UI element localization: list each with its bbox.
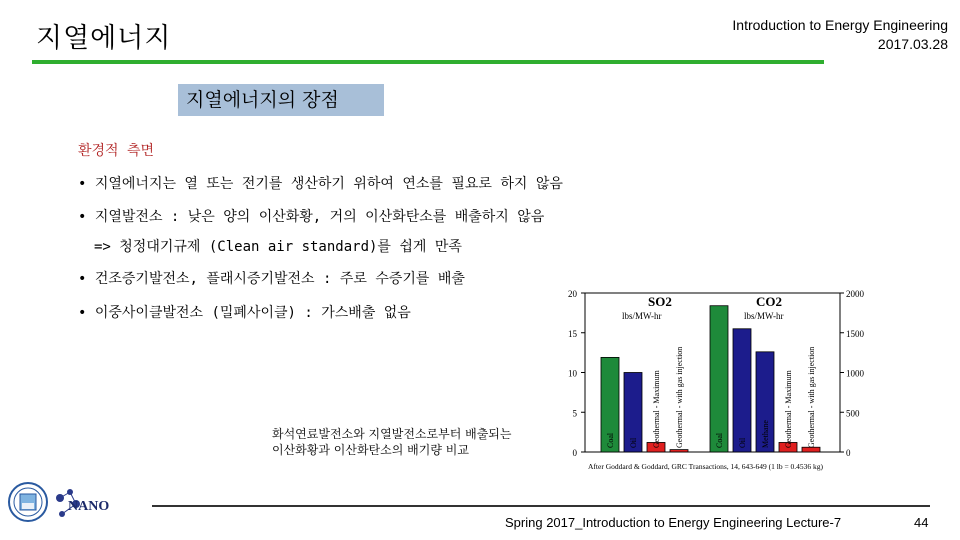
chart-source: After Goddard & Goddard, GRC Transactions, 14, 643-649 (1 lb = 0.4536 kg) (588, 462, 824, 471)
svg-text:NANO: NANO (68, 499, 110, 514)
footer-divider (152, 505, 930, 507)
co2-bar-label: Geothermal - Maximum (784, 370, 793, 448)
course-info (732, 16, 948, 54)
so2-bar (670, 450, 688, 452)
co2-title: CO2 (756, 294, 782, 309)
page-number: 44 (914, 515, 929, 530)
left-tick-label: 15 (568, 328, 577, 339)
co2-bar-label: Coal (715, 432, 724, 448)
right-tick-label: 1000 (846, 368, 864, 379)
left-tick-label: 0 (572, 448, 577, 458)
right-tick-label: 2000 (846, 289, 864, 299)
so2-bar-label: Geothermal - Maximum (652, 370, 661, 448)
chart-caption (272, 426, 511, 458)
left-tick-label: 20 (568, 289, 577, 299)
emissions-chart (560, 280, 864, 480)
bullet-4: • 이중사이클발전소 (밀폐사이클) : 가스배출 없음 (78, 305, 411, 321)
slide-title: 지열에너지 (36, 23, 172, 54)
co2-bar-label: Geothermal - with gas injection (807, 346, 816, 448)
co2-bar-label: Methane (761, 420, 770, 448)
co2-bar (710, 306, 728, 452)
subheading: 환경적 측면 (78, 143, 155, 159)
so2-bar-label: Geothermal - with gas injection (675, 346, 684, 448)
bullet-3: • 건조증기발전소, 플래시증기발전소 : 주로 수증기를 배출 (78, 271, 465, 287)
right-tick-label: 1500 (846, 328, 864, 339)
so2-title: SO2 (648, 294, 672, 309)
so2-bar-label: Oil (629, 437, 638, 448)
bullet-2: • 지열발전소 : 낮은 양의 이산화황, 거의 이산화탄소를 배출하지 않음 (78, 209, 545, 225)
co2-unit: lbs/MW-hr (744, 311, 784, 321)
co2-bar-label: Oil (738, 437, 747, 448)
header-divider (32, 60, 824, 64)
left-tick-label: 5 (572, 408, 577, 419)
so2-unit: lbs/MW-hr (622, 311, 662, 321)
co2-bar (733, 329, 751, 452)
so2-bar-label: Coal (606, 432, 615, 448)
course-name: Introduction to Energy Engineering (732, 17, 948, 33)
bullet-2-note: => 청정대기규제 (Clean air standard)를 쉽게 만족 (94, 239, 462, 255)
bullet-1: • 지열에너지는 열 또는 전기를 생산하기 위하여 연소를 필요로 하지 않음 (78, 176, 563, 192)
university-logo (6, 478, 50, 530)
right-tick-label: 0 (846, 448, 851, 458)
caption-line-1: 화석연료발전소와 지열발전소로부터 배출되는 (272, 427, 512, 441)
section-title: 지열에너지의 장점 (178, 84, 384, 116)
right-tick-label: 500 (846, 408, 860, 419)
footer-text: Spring 2017_Introduction to Energy Engineering Lecture-7 (505, 515, 842, 530)
course-date: 2017.03.28 (877, 36, 948, 52)
caption-line-2: 이산화황과 이산화탄소의 배기량 비교 (272, 443, 469, 457)
left-tick-label: 10 (568, 368, 577, 379)
nano-logo (52, 488, 152, 524)
